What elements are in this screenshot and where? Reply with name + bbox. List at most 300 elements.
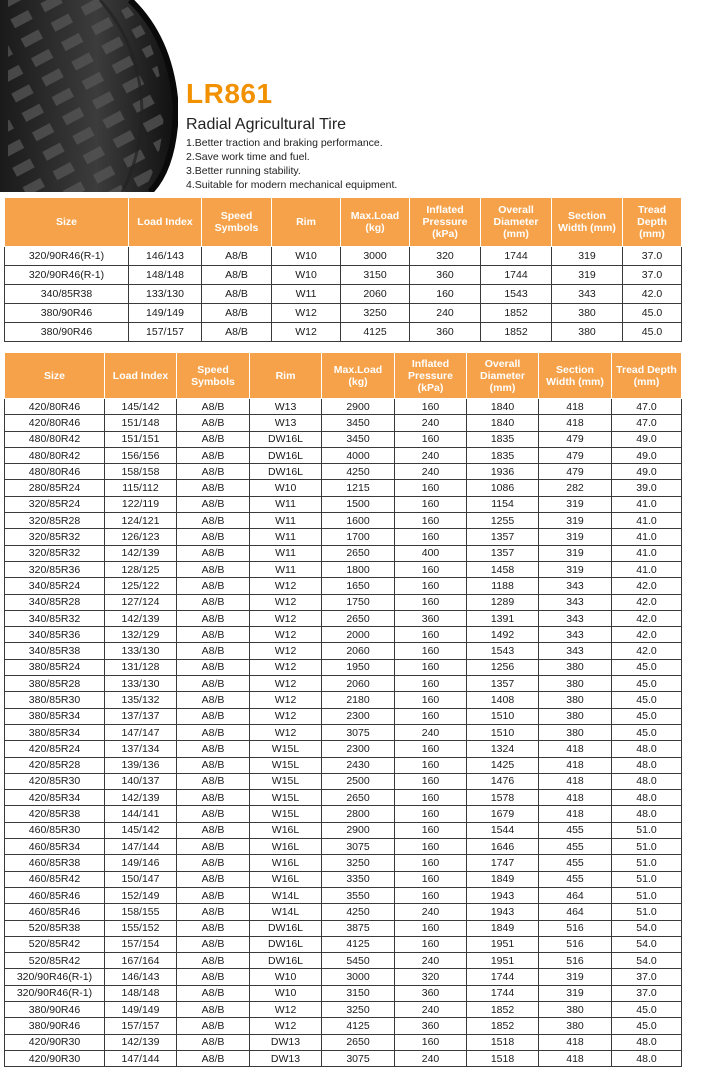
table-cell: A8/B [177, 855, 250, 871]
table-cell: 3150 [341, 266, 410, 285]
table-cell: 2000 [322, 627, 395, 643]
table-cell: 343 [539, 594, 612, 610]
table-cell: 1852 [481, 304, 552, 323]
table-cell: 380 [539, 659, 612, 675]
table-cell: A8/B [177, 464, 250, 480]
table-row [5, 304, 682, 323]
table-cell: 360 [395, 1018, 467, 1034]
table-cell: 319 [552, 266, 623, 285]
table-cell: 1750 [322, 594, 395, 610]
table-cell: 160 [395, 480, 467, 496]
table-row [5, 692, 682, 708]
table-row [5, 773, 682, 789]
table-cell: 115/112 [105, 480, 177, 496]
table-cell: 480/80R46 [5, 464, 105, 480]
table-cell: 41.0 [612, 561, 682, 577]
table-cell: 360 [410, 323, 481, 342]
table-cell: 1543 [467, 643, 539, 659]
product-subtitle: Radial Agricultural Tire [186, 116, 347, 133]
product-model-title: LR861 [186, 78, 273, 109]
table-cell: W15L [250, 790, 322, 806]
table-cell: 360 [410, 266, 481, 285]
table-row [5, 1050, 682, 1066]
table-cell: 455 [539, 855, 612, 871]
table-cell: 464 [539, 904, 612, 920]
table-cell: A8/B [177, 920, 250, 936]
table-cell: DW16L [250, 936, 322, 952]
table-cell: W12 [250, 1018, 322, 1034]
table-cell: 48.0 [612, 1034, 682, 1050]
table-cell: 4125 [322, 1018, 395, 1034]
table-cell: A8/B [177, 610, 250, 626]
table-cell: 160 [395, 855, 467, 871]
table-row [5, 904, 682, 920]
table-cell: 3075 [322, 724, 395, 740]
table-cell: 48.0 [612, 741, 682, 757]
table-row [5, 643, 682, 659]
table-cell: 3350 [322, 871, 395, 887]
table-cell: 1492 [467, 627, 539, 643]
table-cell: 1544 [467, 822, 539, 838]
table-cell: 320/85R32 [5, 545, 105, 561]
table-cell: W16L [250, 871, 322, 887]
table-cell: 51.0 [612, 887, 682, 903]
table-cell: W16L [250, 839, 322, 855]
table-cell: 45.0 [612, 1001, 682, 1017]
table-cell: 418 [539, 757, 612, 773]
column-header: Section Width (mm) [552, 198, 623, 247]
table-cell: 1835 [467, 431, 539, 447]
table-cell: 42.0 [612, 610, 682, 626]
table-cell: 320/90R46(R-1) [5, 266, 129, 285]
table-cell: A8/B [177, 1018, 250, 1034]
table-cell: 340/85R38 [5, 285, 129, 304]
table-cell: 2300 [322, 708, 395, 724]
table-cell: 51.0 [612, 839, 682, 855]
table-cell: 2800 [322, 806, 395, 822]
table-cell: 319 [539, 561, 612, 577]
table-cell: 1256 [467, 659, 539, 675]
table-cell: 45.0 [612, 724, 682, 740]
table-cell: 1500 [322, 496, 395, 512]
table-cell: 479 [539, 464, 612, 480]
table-cell: A8/B [177, 594, 250, 610]
table-cell: W10 [272, 266, 341, 285]
table-cell: 360 [395, 985, 467, 1001]
table-row [5, 676, 682, 692]
table-cell: 3000 [322, 969, 395, 985]
table-cell: 45.0 [612, 708, 682, 724]
table-cell: 1255 [467, 513, 539, 529]
table-row [5, 496, 682, 512]
table-cell: 145/142 [105, 399, 177, 415]
table-cell: W12 [250, 1001, 322, 1017]
feature-item: 4.Suitable for modern mechanical equipment. [186, 179, 398, 191]
table-cell: 37.0 [623, 266, 682, 285]
table-cell: 158/155 [105, 904, 177, 920]
table-cell: 49.0 [612, 447, 682, 463]
table-cell: 3450 [322, 431, 395, 447]
column-header: Section Width (mm) [539, 353, 612, 399]
table-cell: 340/85R24 [5, 578, 105, 594]
table-cell: A8/B [177, 741, 250, 757]
table-cell: 1840 [467, 415, 539, 431]
table-cell: 1408 [467, 692, 539, 708]
feature-item: 1.Better traction and braking performance. [186, 137, 383, 149]
table-cell: 47.0 [612, 399, 682, 415]
table-cell: 2500 [322, 773, 395, 789]
table-cell: 464 [539, 887, 612, 903]
table-cell: 1425 [467, 757, 539, 773]
table-cell: DW16L [250, 953, 322, 969]
table-cell: 1646 [467, 839, 539, 855]
table-cell: 160 [395, 513, 467, 529]
table-cell: A8/B [177, 969, 250, 985]
table-row [5, 806, 682, 822]
table-cell: 320/90R46(R-1) [5, 969, 105, 985]
table-cell: A8/B [177, 953, 250, 969]
table-cell: 1747 [467, 855, 539, 871]
column-header: Speed Symbols [202, 198, 272, 247]
table-cell: W12 [250, 659, 322, 675]
table-cell: W11 [250, 545, 322, 561]
table-cell: 37.0 [612, 969, 682, 985]
table-cell: 1324 [467, 741, 539, 757]
table-row [5, 480, 682, 496]
table-cell: 320/85R32 [5, 529, 105, 545]
table-row [5, 1034, 682, 1050]
table-cell: 160 [395, 887, 467, 903]
table-cell: 2650 [322, 545, 395, 561]
table-cell: 49.0 [612, 464, 682, 480]
table-row [5, 659, 682, 675]
table-cell: DW16L [250, 464, 322, 480]
table-cell: 2650 [322, 610, 395, 626]
table-row [5, 741, 682, 757]
table-cell: 160 [395, 431, 467, 447]
table-cell: 42.0 [612, 643, 682, 659]
table-cell: A8/B [177, 822, 250, 838]
table-cell: 460/85R42 [5, 871, 105, 887]
table-cell: 240 [395, 724, 467, 740]
table-cell: 3075 [322, 1050, 395, 1066]
table-cell: 1215 [322, 480, 395, 496]
table-cell: A8/B [177, 415, 250, 431]
table-cell: 42.0 [612, 578, 682, 594]
table-cell: 41.0 [612, 496, 682, 512]
table-cell: 380 [539, 708, 612, 724]
table-cell: W16L [250, 822, 322, 838]
table-cell: 418 [539, 1050, 612, 1066]
table-cell: A8/B [202, 323, 272, 342]
table-cell: 280/85R24 [5, 480, 105, 496]
table-cell: 2430 [322, 757, 395, 773]
table-cell: A8/B [177, 724, 250, 740]
table-cell: W12 [250, 724, 322, 740]
table-cell: 160 [395, 399, 467, 415]
table-cell: 1650 [322, 578, 395, 594]
table-cell: A8/B [177, 659, 250, 675]
table-cell: 343 [539, 627, 612, 643]
table-cell: 240 [410, 304, 481, 323]
table-row [5, 985, 682, 1001]
feature-list [186, 136, 397, 192]
table-cell: 160 [395, 920, 467, 936]
table-cell: W13 [250, 399, 322, 415]
table-cell: 5450 [322, 953, 395, 969]
table-row [5, 1001, 682, 1017]
table-cell: 160 [395, 871, 467, 887]
table-cell: 1700 [322, 529, 395, 545]
table-cell: W12 [250, 676, 322, 692]
table-cell: 418 [539, 806, 612, 822]
table-cell: DW16L [250, 920, 322, 936]
table-cell: 1357 [467, 545, 539, 561]
table-cell: A8/B [177, 431, 250, 447]
table-cell: 319 [539, 529, 612, 545]
table-row [5, 839, 682, 855]
table-cell: 240 [395, 447, 467, 463]
table-cell: A8/B [177, 561, 250, 577]
table-cell: 146/143 [129, 247, 202, 266]
table-cell: 160 [395, 936, 467, 952]
table-cell: 45.0 [612, 676, 682, 692]
table-cell: 1543 [481, 285, 552, 304]
table-cell: 2060 [322, 676, 395, 692]
table-cell: 1510 [467, 708, 539, 724]
table-row [5, 266, 682, 285]
table-cell: A8/B [177, 578, 250, 594]
table-cell: DW13 [250, 1034, 322, 1050]
table-cell: 160 [395, 773, 467, 789]
table-cell: 380/85R34 [5, 708, 105, 724]
table-cell: 319 [539, 985, 612, 1001]
table-cell: 1357 [467, 529, 539, 545]
table-cell: 160 [395, 496, 467, 512]
table-cell: 48.0 [612, 790, 682, 806]
table-cell: 147/144 [105, 839, 177, 855]
table-cell: 1852 [467, 1001, 539, 1017]
table-row [5, 545, 682, 561]
table-cell: A8/B [177, 757, 250, 773]
column-header: Inflated Pressure (kPa) [395, 353, 467, 399]
table-row [5, 1018, 682, 1034]
table-cell: 380 [539, 1001, 612, 1017]
table-cell: W12 [250, 692, 322, 708]
table-cell: 320 [395, 969, 467, 985]
table-cell: 1951 [467, 936, 539, 952]
table-cell: W10 [250, 480, 322, 496]
table-cell: 122/119 [105, 496, 177, 512]
table-row [5, 627, 682, 643]
table-cell: 420/85R28 [5, 757, 105, 773]
table-cell: A8/B [177, 871, 250, 887]
table-cell: 158/158 [105, 464, 177, 480]
table-cell: 418 [539, 741, 612, 757]
table-cell: 380 [539, 692, 612, 708]
table-cell: 1849 [467, 920, 539, 936]
column-header: Speed Symbols [177, 353, 250, 399]
table-cell: A8/B [177, 480, 250, 496]
table-cell: 125/122 [105, 578, 177, 594]
table-cell: 418 [539, 790, 612, 806]
table-cell: 142/139 [105, 790, 177, 806]
table-row [5, 887, 682, 903]
table-cell: DW13 [250, 1050, 322, 1066]
table-cell: 460/85R46 [5, 904, 105, 920]
table-cell: 420/85R24 [5, 741, 105, 757]
table-cell: A8/B [177, 708, 250, 724]
table-cell: W15L [250, 741, 322, 757]
table-cell: 380/85R30 [5, 692, 105, 708]
column-header: Tread Depth (mm) [623, 198, 682, 247]
table-cell: 319 [539, 969, 612, 985]
table-cell: 133/130 [129, 285, 202, 304]
table-cell: W10 [272, 247, 341, 266]
table-cell: W13 [250, 415, 322, 431]
table-cell: 1289 [467, 594, 539, 610]
table-cell: 146/143 [105, 969, 177, 985]
table-cell: 160 [395, 529, 467, 545]
table-cell: A8/B [177, 904, 250, 920]
table-cell: 139/136 [105, 757, 177, 773]
table-cell: A8/B [177, 985, 250, 1001]
table-cell: W12 [250, 708, 322, 724]
table-cell: 320/85R24 [5, 496, 105, 512]
table-cell: 144/141 [105, 806, 177, 822]
table-cell: 149/149 [129, 304, 202, 323]
table-row [5, 285, 682, 304]
table-cell: 320 [410, 247, 481, 266]
table-cell: 1943 [467, 887, 539, 903]
table-cell: 4250 [322, 904, 395, 920]
table-cell: 240 [395, 464, 467, 480]
table-cell: 127/124 [105, 594, 177, 610]
table-cell: 1458 [467, 561, 539, 577]
table-cell: 160 [395, 692, 467, 708]
table-cell: 148/148 [129, 266, 202, 285]
table-cell: 320/90R46(R-1) [5, 247, 129, 266]
table-cell: 1849 [467, 871, 539, 887]
feature-item: 3.Better running stability. [186, 165, 301, 177]
table-cell: 45.0 [623, 304, 682, 323]
table-cell: 149/146 [105, 855, 177, 871]
table-row [5, 855, 682, 871]
table-cell: W14L [250, 887, 322, 903]
column-header: Tread Depth (mm) [612, 353, 682, 399]
table-cell: 133/130 [105, 643, 177, 659]
table-cell: 42.0 [612, 594, 682, 610]
table-cell: 145/142 [105, 822, 177, 838]
table-cell: 54.0 [612, 920, 682, 936]
spec-table-full [4, 352, 682, 1067]
table-cell: 151/148 [105, 415, 177, 431]
table-cell: 142/139 [105, 1034, 177, 1050]
table-cell: 240 [395, 953, 467, 969]
table-cell: 460/85R38 [5, 855, 105, 871]
table-row [5, 708, 682, 724]
table-cell: 135/132 [105, 692, 177, 708]
table-cell: 1840 [467, 399, 539, 415]
table-cell: 47.0 [612, 415, 682, 431]
table-cell: 2060 [341, 285, 410, 304]
tire-image [0, 0, 178, 192]
table-cell: 2900 [322, 822, 395, 838]
table-cell: 49.0 [612, 431, 682, 447]
table-cell: A8/B [177, 447, 250, 463]
table-cell: 3550 [322, 887, 395, 903]
table-cell: 1357 [467, 676, 539, 692]
table-cell: A8/B [177, 806, 250, 822]
table-cell: 343 [552, 285, 623, 304]
table-cell: 420/90R30 [5, 1050, 105, 1066]
table-cell: 455 [539, 839, 612, 855]
table-row [5, 323, 682, 342]
table-cell: W15L [250, 773, 322, 789]
table-cell: 320/85R28 [5, 513, 105, 529]
table-cell: 319 [539, 513, 612, 529]
table-cell: 1086 [467, 480, 539, 496]
table-cell: 54.0 [612, 936, 682, 952]
table-cell: 156/156 [105, 447, 177, 463]
table-cell: 319 [552, 247, 623, 266]
table-cell: 400 [395, 545, 467, 561]
table-cell: 160 [395, 561, 467, 577]
table-cell: 160 [395, 790, 467, 806]
table-cell: 455 [539, 871, 612, 887]
table-cell: 131/128 [105, 659, 177, 675]
table-cell: 420/85R38 [5, 806, 105, 822]
table-cell: 1943 [467, 904, 539, 920]
table-cell: W11 [250, 529, 322, 545]
column-header: Inflated Pressure (kPa) [410, 198, 481, 247]
table-cell: 480/80R42 [5, 431, 105, 447]
table-cell: 160 [395, 757, 467, 773]
table-cell: 48.0 [612, 806, 682, 822]
table-cell: 2900 [322, 399, 395, 415]
table-cell: 148/148 [105, 985, 177, 1001]
table-cell: A8/B [177, 839, 250, 855]
table-cell: 418 [539, 415, 612, 431]
table-cell: 1391 [467, 610, 539, 626]
table-cell: W11 [272, 285, 341, 304]
table-cell: 128/125 [105, 561, 177, 577]
table-cell: 4250 [322, 464, 395, 480]
table-cell: 42.0 [623, 285, 682, 304]
table-cell: 37.0 [623, 247, 682, 266]
table-cell: 460/85R46 [5, 887, 105, 903]
table-cell: 45.0 [612, 692, 682, 708]
table-row [5, 464, 682, 480]
table-row [5, 594, 682, 610]
column-header: Overall Diameter (mm) [481, 198, 552, 247]
table-cell: 418 [539, 1034, 612, 1050]
table-cell: A8/B [177, 790, 250, 806]
table-cell: 480/80R42 [5, 447, 105, 463]
table-cell: 140/137 [105, 773, 177, 789]
column-header: Load Index [129, 198, 202, 247]
table-cell: A8/B [177, 529, 250, 545]
table-cell: W12 [250, 578, 322, 594]
table-cell: 48.0 [612, 757, 682, 773]
table-cell: A8/B [177, 887, 250, 903]
table-cell: 48.0 [612, 1050, 682, 1066]
table-row [5, 415, 682, 431]
table-row [5, 969, 682, 985]
table-cell: W12 [250, 594, 322, 610]
table-row [5, 871, 682, 887]
table-cell: 460/85R30 [5, 822, 105, 838]
